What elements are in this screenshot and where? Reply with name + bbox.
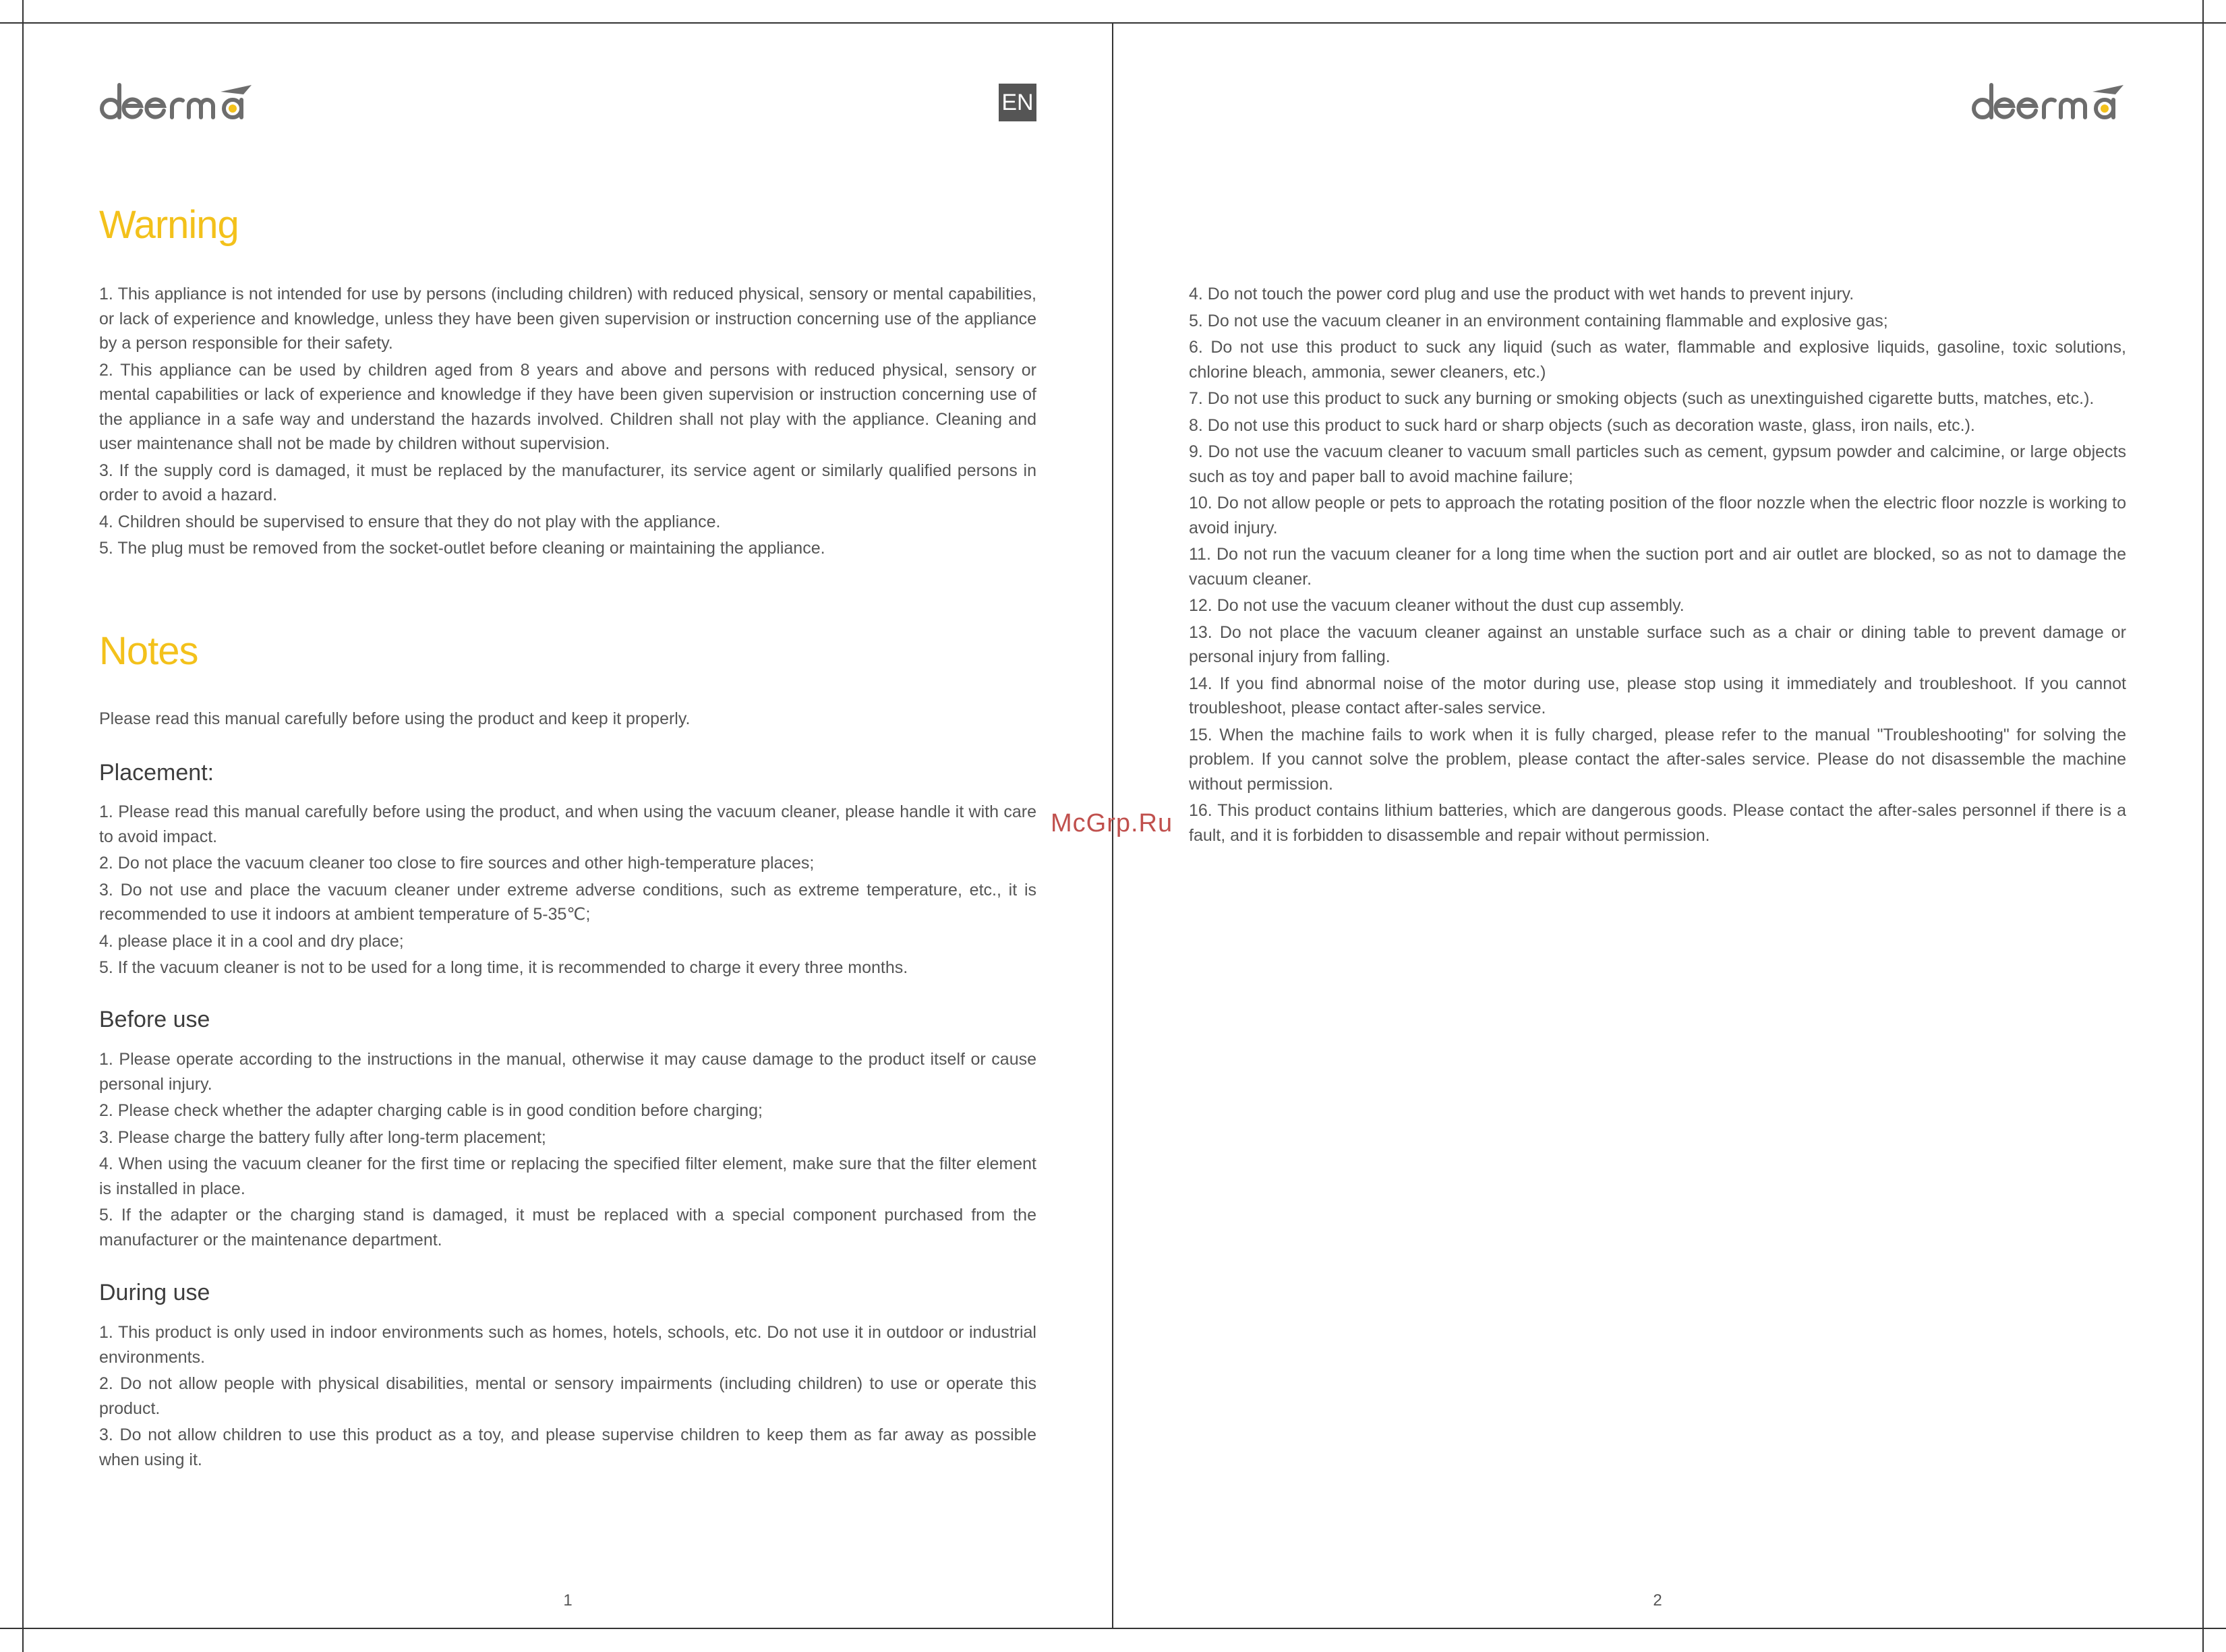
list-item: 2. Do not place the vacuum cleaner too close to fire sources and other high-temperature places;	[99, 854, 815, 873]
before-use-heading: Before use	[99, 1007, 210, 1032]
list-item: 5. If the adapter or the charging stand is damaged, it must be replaced with a special component purchased from the manufacturer or the maintenance department.	[99, 1206, 1036, 1249]
brand-logo	[1971, 80, 2126, 128]
list-item: 8. Do not use this product to suck hard or sharp objects (such as decoration waste, glass, iron nails, etc.).	[1189, 415, 1975, 435]
during-use-continued-list	[1189, 282, 2126, 850]
list-item: 1. Please read this manual carefully before using the product, and when using the vacuum cleaner, please handle it with care to avoid impact.	[99, 802, 1036, 846]
list-item: 11. Do not run the vacuum cleaner for a long time when the suction port and air outlet are blocked, so as not to damage the vacuum cleaner.	[1189, 545, 2126, 589]
list-item: 4. When using the vacuum cleaner for the first time or replacing the specified filter element, make sure that the filter element is installed in place.	[99, 1154, 1036, 1198]
placement-heading: Placement:	[99, 760, 214, 786]
during-use-heading: During use	[99, 1280, 210, 1305]
crop-line-right	[2202, 0, 2204, 1652]
list-item: 13. Do not place the vacuum cleaner against an unstable surface such as a chair or dining table to prevent damage or personal injury from falling.	[1189, 622, 2126, 666]
list-item: 12. Do not use the vacuum cleaner without the dust cup assembly.	[1189, 596, 1685, 615]
list-item: 5. Do not use the vacuum cleaner in an environment containing flammable and explosive gas;	[1189, 311, 1888, 330]
during-use-list	[99, 1320, 1036, 1474]
list-item: 4. Do not touch the power cord plug and use the product with wet hands to prevent injury.	[1189, 285, 1854, 303]
language-badge: EN	[999, 84, 1036, 121]
list-item: 6. Do not use this product to suck any liquid (such as water, flammable and explosive liquids, gasoline, toxic solutions, chlorine bleach, ammonia, sewer cleaners, etc.)	[1189, 338, 2126, 382]
brand-logo	[99, 80, 254, 128]
notes-intro: Please read this manual carefully before using the product and keep it properly.	[99, 709, 691, 728]
placement-list	[99, 800, 1036, 982]
list-item: 2. Please check whether the adapter charging cable is in good condition before charging;	[99, 1101, 763, 1120]
list-item: 10. Do not allow people or pets to approach the rotating position of the floor nozzle when the electric floor nozzle is working to avoid injury.	[1189, 494, 2126, 537]
list-item: 5. The plug must be removed from the socket-outlet before cleaning or maintaining the appliance.	[99, 539, 825, 558]
before-use-list	[99, 1047, 1036, 1254]
list-item: 3. Do not allow children to use this product as a toy, and please supervise children to keep them as far away as possible when using it.	[99, 1425, 1036, 1469]
list-item: 5. If the vacuum cleaner is not to be used for a long time, it is recommended to charge it every three months.	[99, 958, 908, 977]
list-item: 9. Do not use the vacuum cleaner to vacuum small particles such as cement, gypsum powder and calcimine, or large objects such as toy and paper ball to avoid machine failure;	[1189, 442, 2126, 486]
list-item: 1. This product is only used in indoor environments such as homes, hotels, schools, etc. Do not use it in outdoor or industrial environments.	[99, 1323, 1036, 1367]
list-item: 4. Children should be supervised to ensure that they do not play with the appliance.	[99, 512, 721, 531]
warning-heading: Warning	[99, 203, 239, 247]
list-item: 2. Do not allow people with physical disabilities, mental or sensory impairments (including children) to use or operate this product.	[99, 1374, 1036, 1418]
list-item: 3. If the supply cord is damaged, it must be replaced by the manufacturer, its service agent or similarly qualified persons in order to avoid a hazard.	[99, 461, 1036, 504]
page-number: 1	[563, 1591, 573, 1610]
list-item: 16. This product contains lithium batteries, which are dangerous goods. Please contact the after-sales personnel if there is a fault, and it is forbidden to disassemble and repair without permission.	[1189, 801, 2126, 845]
list-item: 7. Do not use this product to suck any burning or smoking objects (such as unextinguished cigarette butts, matches, etc.).	[1189, 389, 2095, 408]
page-right	[1189, 0, 2126, 1652]
list-item: 1. Please operate according to the instructions in the manual, otherwise it may cause damage to the product itself or cause personal injury.	[99, 1050, 1036, 1094]
watermark-text: McGrp.Ru	[1051, 809, 1173, 837]
page-number: 2	[1653, 1591, 1662, 1610]
deerma-logo-icon	[99, 80, 254, 128]
notes-heading: Notes	[99, 629, 198, 673]
list-item: 15. When the machine fails to work when it is fully charged, please refer to the manual "Troubleshooting" for solving the problem. If you cannot solve the problem, please contact the after-sales service. Please do not disassemble the machine without permission.	[1189, 725, 2126, 794]
list-item: 1. This appliance is not intended for use by persons (including children) with reduced physical, sensory or mental capabilities, or lack of experience and knowledge, unless they have been given supervision or instruction concerning use of the appliance by a person responsible for their safety.	[99, 285, 1036, 353]
page-left	[99, 0, 1036, 1652]
warning-list	[99, 282, 1036, 563]
list-item: 2. This appliance can be used by children aged from 8 years and above and persons with reduced physical, sensory or mental capabilities or lack of experience and knowledge if they have been given supervision or instruction concerning use of the appliance in a safe way and understand the hazards involved. Children shall not play with the appliance. Cleaning and user maintenance shall not be made by children without supervision.	[99, 360, 1036, 453]
list-item: 3. Do not use and place the vacuum cleaner under extreme adverse conditions, such as extreme temperature, etc., it is recommended to use it indoors at ambient temperature of 5-35℃;	[99, 880, 1036, 924]
deerma-logo-icon	[1971, 80, 2126, 128]
crop-line-left	[22, 0, 24, 1652]
list-item: 3. Please charge the battery fully after long-term placement;	[99, 1127, 546, 1147]
list-item: 4. please place it in a cool and dry place;	[99, 931, 404, 951]
list-item: 14. If you find abnormal noise of the motor during use, please stop using it immediately and troubleshoot. If you cannot troubleshoot, please contact after-sales service.	[1189, 674, 2126, 717]
